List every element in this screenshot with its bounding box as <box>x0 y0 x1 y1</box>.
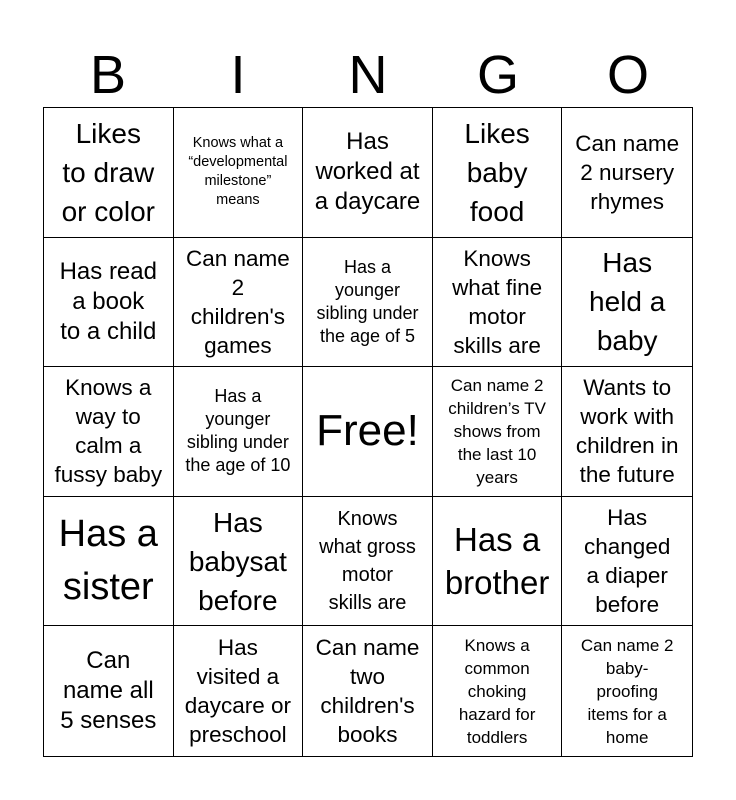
cell-text: Can name two children's books <box>315 635 420 748</box>
bingo-cell[interactable] <box>562 367 692 497</box>
cell-text: Knows a common choking hazard for toddlers <box>458 635 536 747</box>
bingo-cell[interactable] <box>44 108 174 238</box>
cell-text: Likes to draw or color <box>61 117 155 227</box>
bingo-cell[interactable] <box>303 497 433 627</box>
bingo-cell[interactable] <box>433 626 563 756</box>
cell-text: Has a younger sibling under the age of 10 <box>185 386 291 476</box>
cell-text: Knows what a “developmental milestone” means <box>188 135 288 209</box>
cell-text: Can name 2 nursery rhymes <box>575 130 680 214</box>
cell-text: Wants to work with children in the future <box>575 375 679 488</box>
header-letter-g: G <box>476 45 519 105</box>
cell-text: Has changed a diaper before <box>584 505 671 618</box>
bingo-cell[interactable] <box>44 626 174 756</box>
cell-text: Has held a baby <box>589 247 666 357</box>
bingo-cell[interactable] <box>44 497 174 627</box>
cell-text: Can name 2 children’s TV shows from the last 10 years <box>448 375 546 487</box>
bingo-cell[interactable] <box>562 238 692 368</box>
cell-text: Knows what gross motor skills are <box>319 508 416 615</box>
header-letter-b: B <box>89 45 127 105</box>
bingo-cell[interactable] <box>303 108 433 238</box>
bingo-cell[interactable] <box>174 497 304 627</box>
bingo-cell[interactable] <box>174 108 304 238</box>
bingo-cell[interactable] <box>433 108 563 238</box>
bingo-cell[interactable] <box>562 108 692 238</box>
free-space-cell[interactable] <box>303 367 433 497</box>
bingo-card-grid <box>43 107 693 757</box>
cell-text: Has a sister <box>58 513 158 609</box>
bingo-cell[interactable] <box>174 238 304 368</box>
header-letter-i: I <box>230 45 246 105</box>
cell-text: Knows what fine motor skills are <box>452 245 543 358</box>
bingo-cell[interactable] <box>562 626 692 756</box>
bingo-header <box>43 40 693 108</box>
cell-text: Can name 2 baby- proofing items for a home <box>580 635 674 747</box>
header-letter-n: N <box>348 45 388 105</box>
cell-text: Has babysat before <box>188 506 287 616</box>
bingo-cell[interactable] <box>303 238 433 368</box>
cell-text: Has read a book to a child <box>59 257 157 345</box>
bingo-cell[interactable] <box>44 238 174 368</box>
bingo-cell[interactable] <box>433 238 563 368</box>
bingo-cell[interactable] <box>303 626 433 756</box>
bingo-cell[interactable] <box>174 367 304 497</box>
cell-text: Has worked at a daycare <box>314 128 421 216</box>
cell-text: Has visited a daycare or preschool <box>184 635 292 748</box>
header-letter-o: O <box>606 45 649 105</box>
cell-text: Knows a way to calm a fussy baby <box>54 375 163 488</box>
free-space-text: Free! <box>316 406 419 456</box>
bingo-cell[interactable] <box>562 497 692 627</box>
bingo-cell[interactable] <box>44 367 174 497</box>
cell-text: Can name 2 children's games <box>185 245 290 358</box>
bingo-cell[interactable] <box>433 497 563 627</box>
cell-text: Has a brother <box>444 521 550 602</box>
bingo-cell[interactable] <box>174 626 304 756</box>
cell-text: Can name all 5 senses <box>60 647 157 735</box>
cell-text: Has a younger sibling under the age of 5 <box>316 256 419 346</box>
bingo-cell[interactable] <box>433 367 563 497</box>
cell-text: Likes baby food <box>464 117 530 227</box>
